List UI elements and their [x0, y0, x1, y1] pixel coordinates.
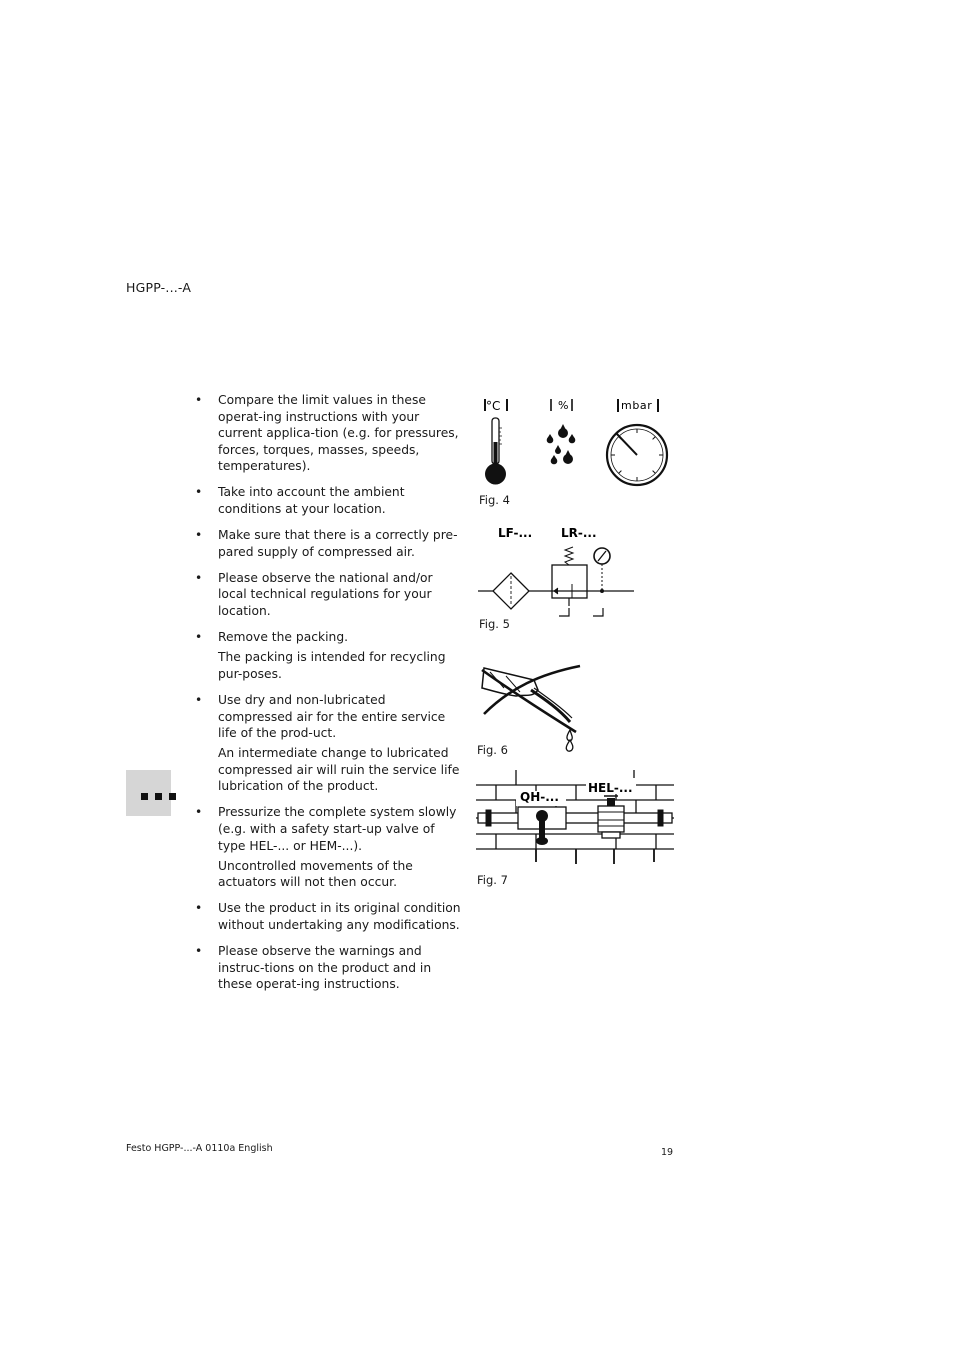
droplets-icon	[547, 424, 576, 464]
list-item	[195, 392, 463, 475]
instruction-list	[195, 392, 463, 1002]
bullet: •	[195, 485, 203, 500]
bullet: •	[195, 692, 203, 707]
ambient-conditions-icons	[478, 394, 678, 489]
figure-caption: Fig. 6	[477, 743, 508, 757]
list-item	[195, 527, 463, 560]
humidity-unit-label: %	[558, 399, 569, 412]
figure-6	[476, 654, 676, 764]
qh-valve-label: QH-...	[520, 790, 559, 804]
document-header: HGPP-...-A	[126, 280, 192, 295]
pressure-gauge-icon	[607, 425, 667, 485]
instruction-note: An intermediate change to lubricated compressed air will ruin the service life lubrication of the product.	[218, 746, 460, 794]
instruction-text: Make sure that there is a correctly pre-pared supply of compressed air.	[218, 528, 458, 559]
startup-valve-diagram	[476, 768, 676, 868]
bullet: •	[195, 944, 203, 959]
filter-label: LF-...	[498, 526, 533, 540]
instruction-text: Use the product in its original condition without undertaking any modifications.	[218, 901, 461, 933]
bullet: •	[195, 805, 203, 820]
filter-regulator-diagram	[478, 522, 678, 622]
figure-5	[478, 522, 678, 637]
instruction-text: Take into account the ambient conditions at your location.	[218, 485, 405, 517]
instruction-note: The packing is intended for recycling pur-poses.	[218, 650, 446, 681]
filter-symbol-icon	[493, 573, 529, 609]
bullet: •	[195, 528, 203, 543]
list-item	[195, 804, 463, 890]
no-lubrication-icon	[476, 654, 676, 754]
pipe	[478, 810, 672, 826]
page-number: 19	[661, 1147, 674, 1158]
list-item	[195, 484, 463, 517]
hel-valve-label: HEL-...	[588, 781, 633, 795]
instruction-text: Compare the limit values in these operat-ing instructions with your current applica-tion (e.g. for pressures, forces, torques, masses, speeds, temperatures).	[218, 393, 459, 474]
bullet: •	[195, 570, 203, 585]
pressure-gauge-icon	[594, 548, 610, 593]
hel-valve-icon	[598, 796, 624, 838]
instruction-text: Please observe the national and/or local technical regulations for your location.	[218, 570, 433, 619]
footer-publication: Festo HGPP-...-A 0110a English	[126, 1143, 273, 1154]
list-item	[195, 692, 463, 795]
regulator-label: LR-...	[561, 526, 597, 540]
figure-caption: Fig. 5	[479, 617, 510, 631]
figure-caption: Fig. 4	[479, 493, 510, 507]
list-item	[195, 900, 463, 933]
list-item	[195, 629, 463, 682]
figure-4	[478, 394, 678, 514]
bullet: •	[195, 393, 203, 407]
figure-caption: Fig. 7	[477, 873, 508, 887]
continuation-marker-icon	[126, 770, 171, 816]
bullet: •	[195, 901, 203, 916]
list-item	[195, 570, 463, 620]
pressure-unit-label: mbar	[621, 399, 653, 412]
instruction-text: Use dry and non-lubricated compressed air for the entire service life of the prod-uct.	[218, 692, 446, 741]
bullet: •	[195, 630, 203, 645]
qh-valve-icon	[518, 807, 566, 845]
instruction-text: Pressurize the complete system slowly (e.g. with a safety start-up valve of type HEL-... or HEM-...).	[218, 805, 457, 853]
instruction-text: Remove the packing.	[218, 630, 349, 645]
figure-7	[476, 768, 676, 893]
list-item	[195, 943, 463, 993]
instruction-text: Please observe the warnings and instruc-tions on the product and in these operat-ing instructions.	[218, 944, 432, 992]
temperature-unit-label: °C	[486, 399, 501, 413]
instruction-note: Uncontrolled movements of the actuators will not then occur.	[218, 858, 413, 890]
